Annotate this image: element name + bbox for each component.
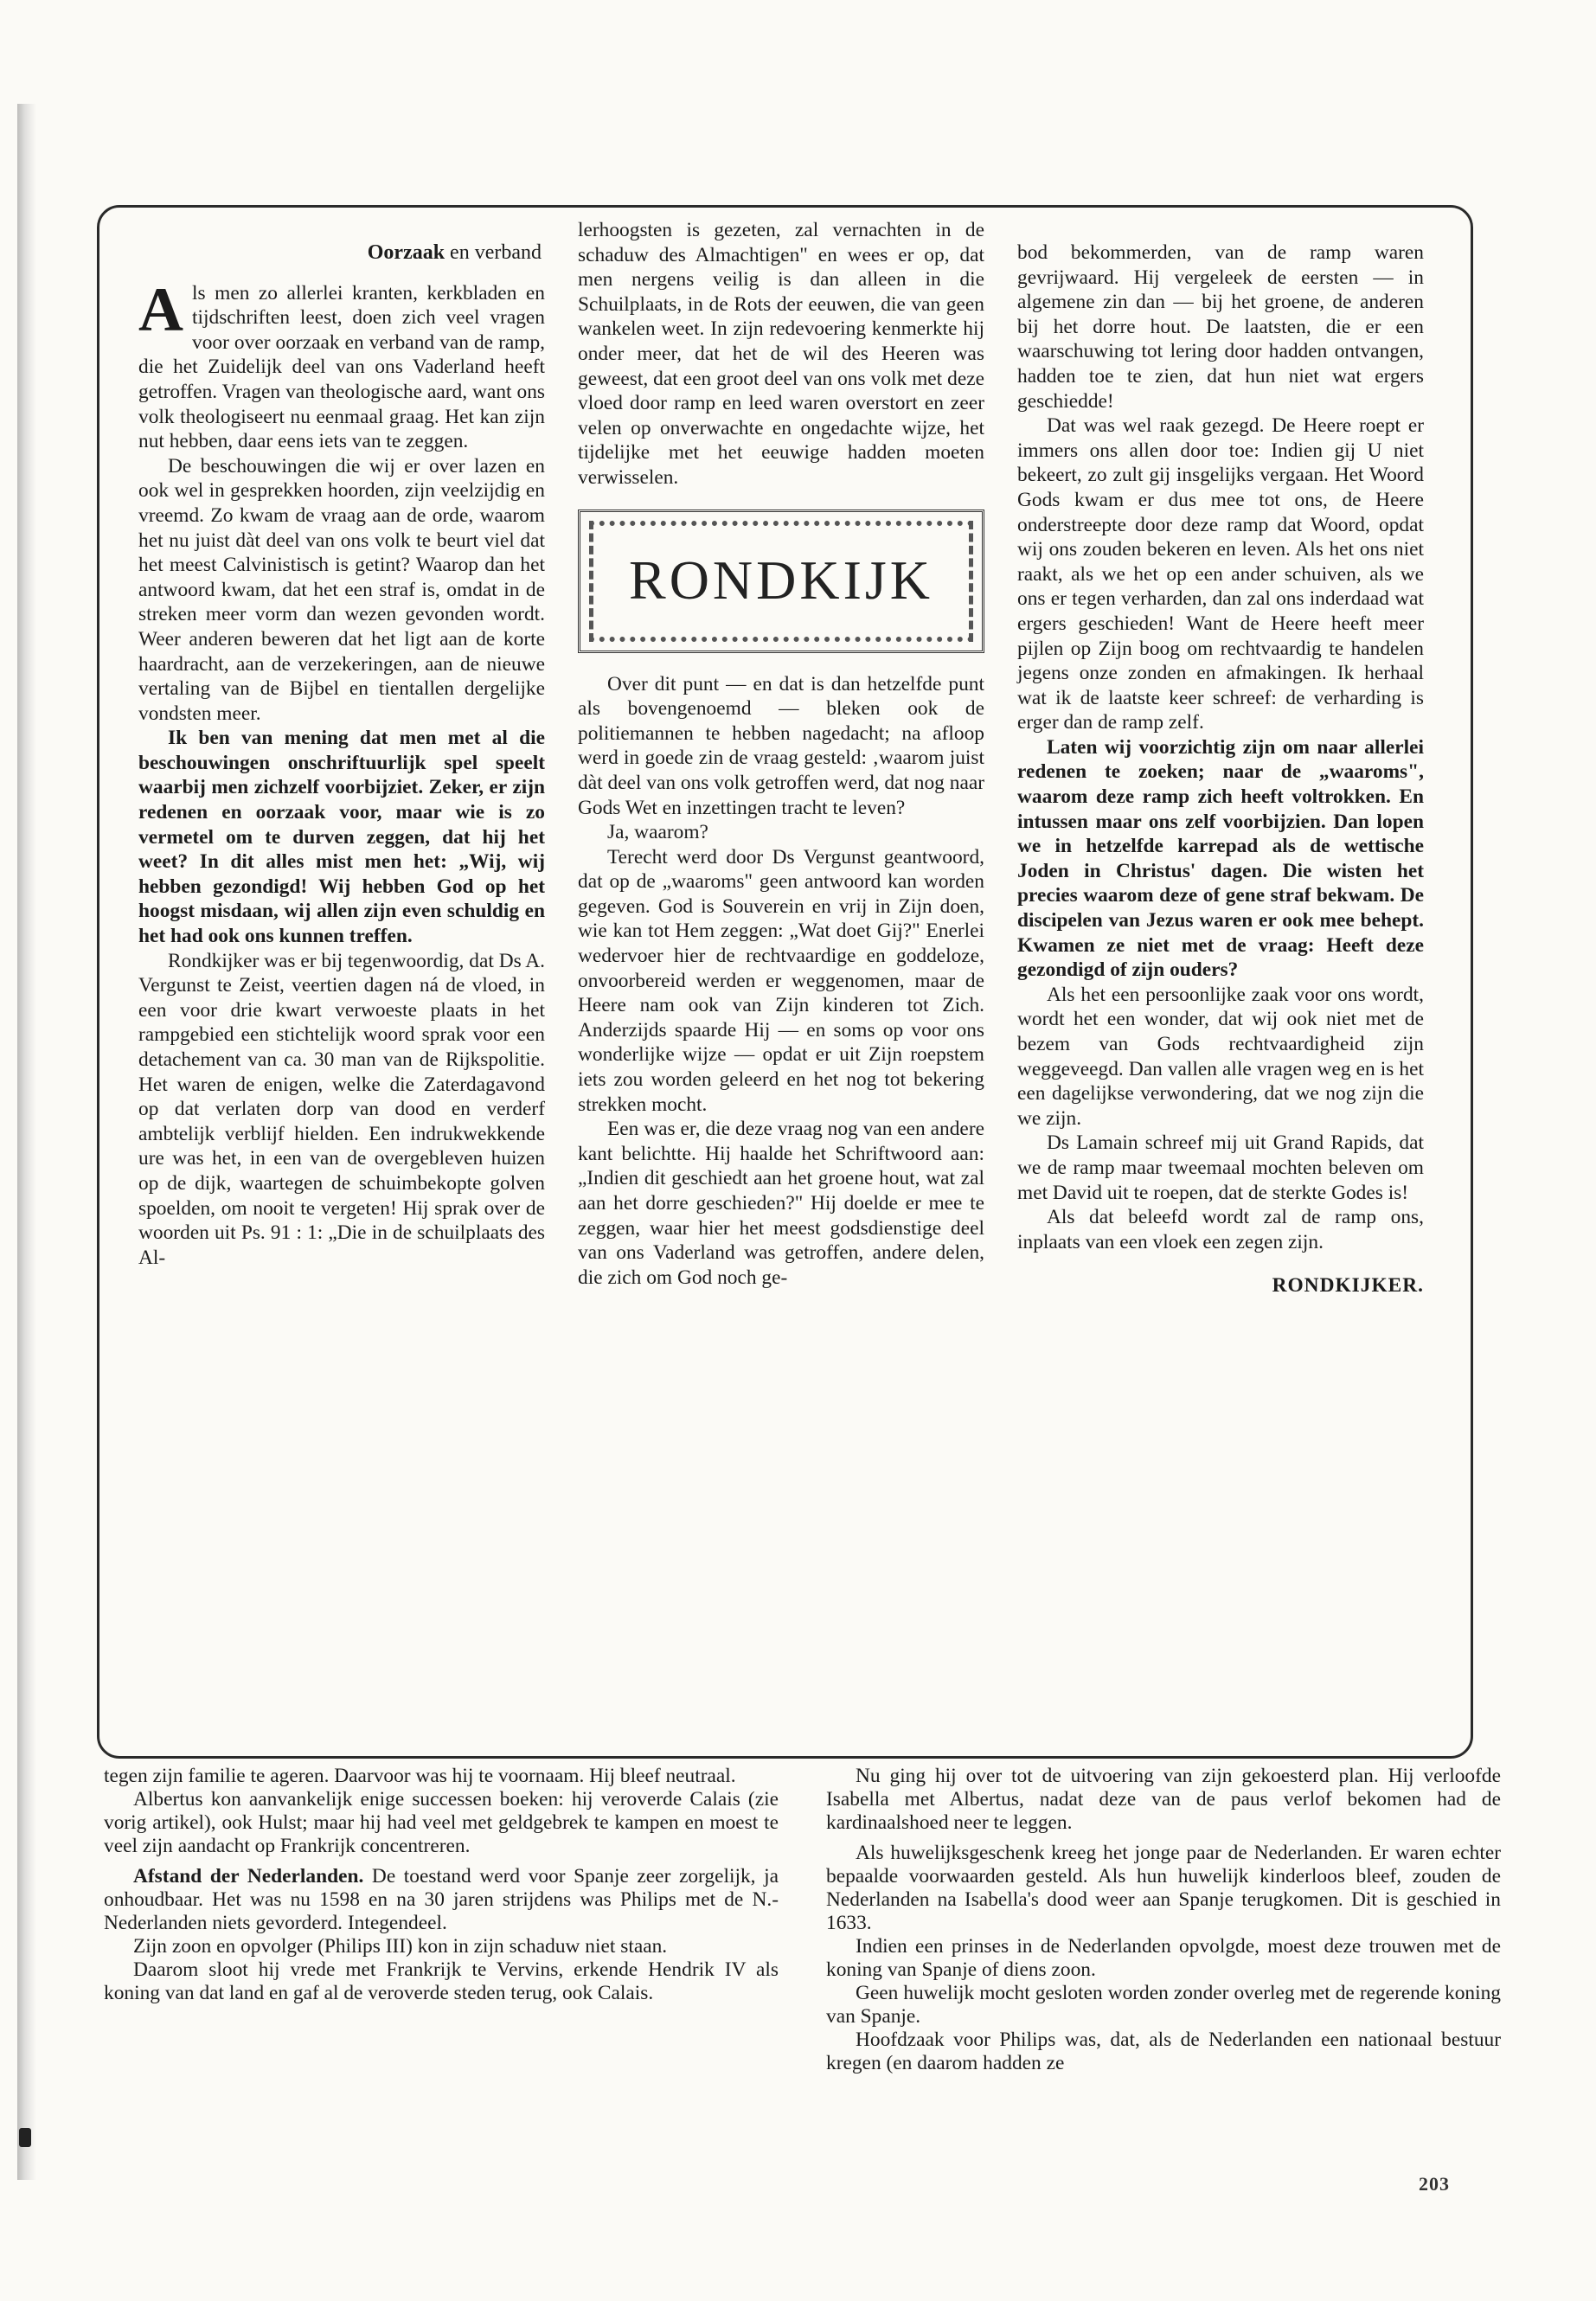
- paragraph: Als dat beleefd wordt zal de ramp ons, inplaats van een vloek een zegen zijn.: [1017, 1206, 1424, 1253]
- binding-mark: [19, 2128, 31, 2147]
- drop-cap: A: [138, 274, 183, 344]
- paragraph: Nu ging hij over tot de uitvoering van zijn gekoesterd plan. Hij verloofde Isabella met Albertus, nadat deze van de paus verlof bekomen had de kardinaalshoed neer te leggen.: [826, 1765, 1501, 1834]
- paragraph: lerhoogsten is gezeten, zal vernachten in de schaduw des Almachtigen" en wees er op, dat men nergens veilig is dan alleen in die Schuilplaats, in de Rots der eeuwen, die van geen wankelen weet. In zijn redevoering kenmerkte hij onder meer, dat het de wil des Heeren was geweest, dat een groot deel van ons volk met deze vloed door ramp en leed waren overstort en zeer velen op onverwachte en ongedachte wijze, het tijdelijke met het eeuwige hadden moeten verwisselen.: [578, 219, 984, 489]
- paragraph: Terecht werd door Ds Vergunst geantwoord, dat op de „waaroms" geen antwoord kan worden gegeven. God is Souverein en vrij in Zijn doen, wie kan tot Hem zeggen: „Wat doet Gij?" Enerlei wedervoer hier de rechtvaardige en goddeloze, onvoorbereid werden er weggenomen, maar de Heere nam ook van Zijn kinderen tot Zich. Anderzijds spaarde Hij — en soms op voor ons wonderlijke wijze — opdat er uit Zijn roepstem iets zou worden geleerd en het nog tot bekering strekken mocht.: [578, 845, 984, 1116]
- rondkijk-title-box: [578, 510, 984, 653]
- paragraph: bod bekommerden, van de ramp waren gevrijwaard. Hij vergeleek de eersten — in algemene zin dan — bij het groene, de anderen bij het dorre hout. De laatsten, die er een waarschuwing tot lering door hadden ontvangen, hadden toe te zien, dat hun niet wat ergers geschiedde!: [1017, 241, 1424, 413]
- binding-shadow: [17, 104, 36, 2180]
- paragraph: Geen huwelijk mocht gesloten worden zonder overleg met de regerende koning van Spanje.: [826, 1982, 1501, 2028]
- paragraph: Indien een prinses in de Nederlanden opvolgde, moest deze trouwen met de koning van Spanje of diens zoon.: [826, 1935, 1501, 1981]
- paragraph-bold: Laten wij voorzichtig zijn om naar allerlei redenen te zoeken; naar de „waaroms", waarom deze ramp zich heeft voltrokken. En intussen maar ons zelf voorbijzien. Dan lopen we in hetzelfde karrepad als de wettische Joden in Christus' dagen. Die wisten het precies waarom deze of gene straf bekwam. De discipelen van Jezus waren er ook mee behept. Kwamen ze niet met de vraag: Heeft deze gezondigd of zijn ouders?: [1017, 735, 1424, 982]
- heading-bold: Oorzaak: [367, 241, 445, 264]
- paragraph: Zijn zoon en opvolger (Philips III) kon in zijn schaduw niet staan.: [133, 1935, 668, 1958]
- paragraph: Daarom sloot hij vrede met Frankrijk te Vervins, erkende Hendrik IV als koning van dat land en gaf al de veroverde steden terug, ook Calais.: [104, 1958, 779, 2004]
- paragraph: Ja, waarom?: [607, 821, 708, 844]
- article-column-2: [578, 218, 984, 1290]
- rondkijk-title: RONDKIJK: [629, 549, 933, 612]
- paragraph: Hoofdzaak voor Philips was, dat, als de Nederlanden een nationaal bestuur kregen (en daarom hadden ze: [826, 2029, 1501, 2074]
- history-column-left: [104, 1765, 779, 2005]
- article-column-1: [138, 240, 545, 1270]
- paragraph-intro: [138, 274, 545, 454]
- paragraph: Als het een persoonlijke zaak voor ons wordt, wordt het een wonder, dat wij ook niet met de bezem van Gods rechtvaardigheid zijn weggeveegd. Dan vallen alle vragen weg en is het een dagelijkse verwondering, dat we nog zijn die we zijn.: [1017, 983, 1424, 1130]
- author-signature: RONDKIJKER.: [1272, 1274, 1424, 1298]
- paragraph-bold: Ik ben van mening dat men met al die beschouwingen onschriftuurlijk spel speelt waarbij men zichzelf voorbijziet. Zeker, er zijn redenen en oorzaak voor, maar wie is zo vermetel om te durven zeggen, dat hij het weet? In dit alles mist men het: „Wij, wij hebben gezondigd! Wij hebben God op het hoogst misdaan, wij allen zijn even schuldig en het had ook ons kunnen treffen.: [138, 727, 545, 948]
- paragraph: tegen zijn familie te ageren. Daarvoor was hij te voornaam. Hij bleef neutraal.: [104, 1765, 736, 1787]
- paragraph: Dat was wel raak gezegd. De Heere roept er immers ons allen door toe: Indien gij U niet bekeert, zo zult gij insgelijks vergaan. Het Woord Gods kwam er dus mee tot ons, de Heere onderstreepte door deze ramp dat Woord, opdat wij ons zouden bekeren en leven. Als het ons niet raakt, als we het op een ander schuiven, als we ons er tegen verharden, dan zal ons inderdaad wat ergers geschieden! Want de Heere heeft meer pijlen op Zijn boog om rechtvaardig te handelen jegens onze zonden en afmakingen. Ik herhaal wat ik de laatste keer schreef: de verharding is erger dan de ramp zelf.: [1017, 414, 1424, 734]
- section-heading: [138, 240, 545, 266]
- intro-text: ls men zo allerlei kranten, kerkbladen en tijdschriften leest, doen zich veel vragen voor over oorzaak en verband van de ramp, die het Zuidelijk deel van ons Vaderland heeft getroffen. Vragen van theologische aard, want ons volk theologiseert nu eenmaal graag. Het kan zijn nut hebben, daar eens iets van te zeggen.: [138, 281, 545, 453]
- history-column-right: [826, 1765, 1501, 2075]
- page-number: 203: [1419, 2173, 1450, 2195]
- paragraph-text: De toestand werd voor Spanje zeer zorgelijk, ja onhoudbaar. Het was nu 1598 en na 30 jaren strijdens was Philips met de N.-Nederlanden niets gevorderd. Integendeel.: [104, 1865, 779, 1934]
- subheading: Afstand der Nederlanden.: [133, 1865, 364, 1888]
- paragraph: [104, 1865, 779, 1935]
- paragraph: Ds Lamain schreef mij uit Grand Rapids, dat we de ramp maar tweemaal mochten beleven om met David uit te roepen, dat de sterkte Godes is!: [1017, 1131, 1424, 1204]
- paragraph: Rondkijker was er bij tegenwoordig, dat Ds A. Vergunst te Zeist, veertien dagen ná de vloed, in een voor drie kwart verwoeste plaats in het rampgebied een stichtelijk woord sprak voor een detachement van ca. 30 man van de Rijkspolitie. Het waren de enigen, welke die Zaterdagavond op dat verlaten dorp van dood en verderf ambtelijk verblijf hielden. Een indrukwekkende ure was het, in een van de overgebleven huizen op de dijk, waartegen de schuimbekopte golven spoelden, om nooit te vergeten! Hij sprak over de woorden uit Ps. 91 : 1: „Die in de schuilplaats des Al-: [138, 949, 545, 1269]
- paragraph: Over dit punt — en dat is dan hetzelfde punt als bovengenoemd — bleken ook de politiemannen te hebben nagedacht; na afloop werd in goede zin de vraag gesteld: ‚waarom juist dàt deel van ons volk getroffen werd, dat nog naar Gods Wet en inzettingen tracht te leven?: [578, 672, 984, 819]
- heading-rest: en verband: [445, 241, 542, 264]
- paragraph: Albertus kon aanvankelijk enige successen boeken: hij veroverde Calais (zie vorig artikel), ook Hulst; maar hij had veel met geldgebrek te kampen en moest te veel zijn aandacht op Frankrijk concentreren.: [104, 1788, 779, 1857]
- article-column-3: [1017, 240, 1424, 1298]
- paragraph: Een was er, die deze vraag nog van een andere kant belichtte. Hij haalde het Schriftwoord aan: „Indien dit geschiedt aan het groene hout, wat zal aan het dorre geschieden?" Hij doelde er mee te zeggen, waar hier het meest godsdienstige deel van ons Vaderland was getroffen, andere delen, die zich om God noch ge-: [578, 1118, 984, 1289]
- paragraph: De beschouwingen die wij er over lazen en ook wel in gesprekken hoorden, zijn veelzijdig en vreemd. Zo kwam de vraag aan de orde, waarom het nu juist dàt deel van ons volk te beurt viel dat het meest Calvinistisch is getint? Waarop dan het antwoord kwam, dat het een straf is, omdat in de streken meer vorm dan wezen gevonden wordt. Weer anderen beweren dat het ligt aan de korte haardracht, aan de verzekeringen, aan de nieuwe vertaling van de Bijbel en tientallen dergelijke vondsten meer.: [138, 454, 545, 725]
- paragraph: Als huwelijksgeschenk kreeg het jonge paar de Nederlanden. Er waren echter bepaalde voorwaarden gesteld. Als hun huwelijk kinderloos bleef, zouden de Nederlanden na Isabella's dood weer aan Spanje terugkomen. Dit is geschied in 1633.: [826, 1842, 1501, 1934]
